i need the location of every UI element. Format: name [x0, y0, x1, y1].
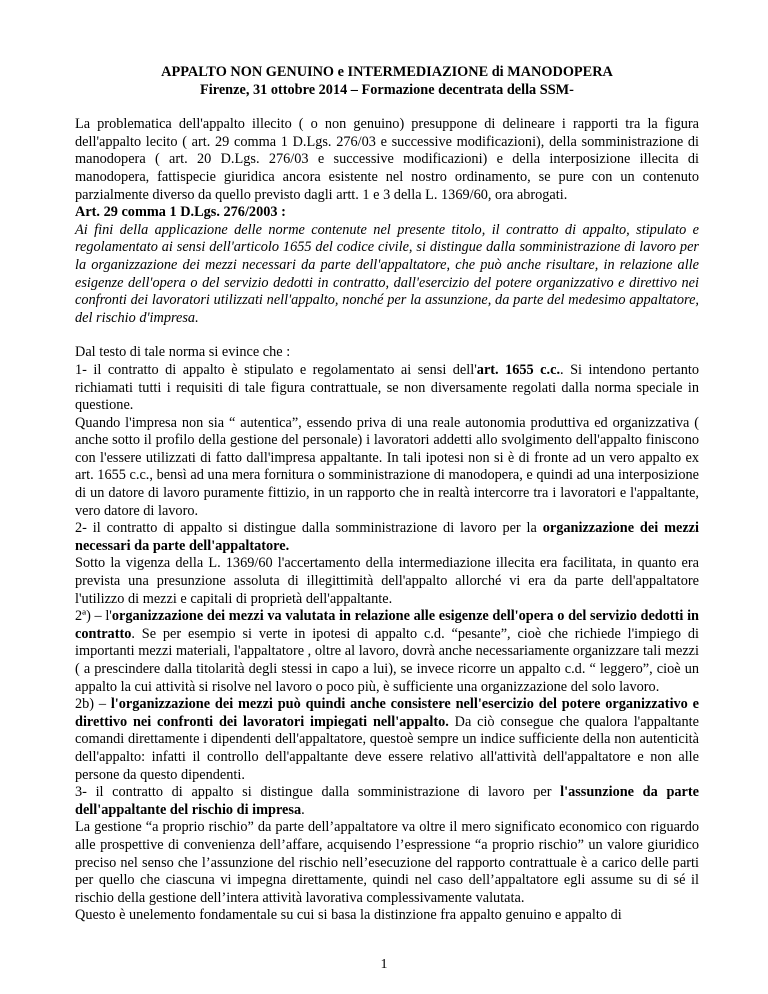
paragraph-rischio: La gestione “a proprio rischio” da parte dell’appaltatore va oltre il mero significato economico con riguardo alle prospettive di convenienza dell’affare, acquisendo l’espressione “a proprio rischio” un valore giuridico preciso nel senso che l’assunzione del rischio nell’esecuzione del rapporto contrattuale è a carico delle parti per quello che ciascuna vi impegna direttamente, quindi nel caso dell’appaltatore egli assume su di sé il rischio della gestione dell’intera attività lavorativa complessivamente valutata.	[75, 819, 699, 906]
page-number: 1	[380, 957, 388, 972]
text-run: 3- il contratto di appalto si distingue dalla somministrazione di lavoro per	[75, 784, 561, 801]
bold-run: l'organizzazione dei mezzi può quindi anche consistere nell'esercizio del potere organizzativo e direttivo nei confronti dei lavoratori impiegati nell'appalto.	[75, 696, 699, 730]
paragraph-point-3	[75, 784, 699, 819]
document-title: APPALTO NON GENUINO e INTERMEDIAZIONE di MANODOPERA	[161, 64, 613, 80]
text-run: . Si intendono pertanto richiamati tutti i requisiti di tale figura contrattuale, se non diversamente regolati dalla norma speciale in questione.	[75, 361, 699, 414]
text-run: 1- il contratto di appalto è stipulato e regolamentato ai sensi dell'	[75, 361, 477, 378]
text-run: 2- il contratto di appalto si distingue dalla somministrazione di lavoro per la	[75, 520, 543, 537]
article-heading: Art. 29 comma 1 D.Lgs. 276/2003 :	[75, 204, 286, 221]
paragraph-intro2: Dal testo di tale norma si evince che :	[75, 344, 291, 361]
paragraph-point-1	[75, 362, 699, 415]
document-page	[75, 64, 699, 925]
text-run: . Se per esempio si verte in ipotesi di appalto c.d. “pesante”, cioè che richiede l'impiego di importanti mezzi materiali, l'appaltatore , oltre al lavoro, dovrà anche necessariamente organizzare tali mezzi ( a prescindere dalla titolarità degli stessi in capo a lui), se invece ricorre un appalto c.d. “ leggero”, cioè un appalto la cui attività si risolve nel lavoro o poco più, è sufficiente una organizzazione del solo lavoro.	[75, 625, 699, 695]
text-run: 2b) –	[75, 696, 111, 713]
intro-paragraph: La problematica dell'appalto illecito ( o non genuino) presuppone di delineare i rapporti tra la figura dell'appalto lecito ( art. 29 comma 1 D.Lgs. 276/03 e successive modificazioni), della somministrazione di manodopera ( art. 20 D.Lgs. 276/03 e successive modificazioni) e della interposizione illecita di manodopera, fattispecie giuridica ancora esistente nel nostro ordinamento, se pure con un contenuto parzialmente diverso da quello previsto dagli artt. 1 e 3 della L. 1369/60, ora abrogati.	[75, 116, 699, 203]
paragraph-point-2a	[75, 608, 699, 696]
paragraph-elemento: Questo è unelemento fondamentale su cui si basa la distinzione fra appalto genuino e appalto di	[75, 907, 622, 924]
text-run: 2ª) – l'	[75, 608, 112, 625]
paragraph-legge-1369: Sotto la vigenza della L. 1369/60 l'accertamento della intermediazione illecita era facilitata, in quanto era prevista una presunzione assoluta di illegittimità dell'appalto allorché vi era da parte dell'appaltatore l'utilizzo di mezzi e capitali di proprietà dell'appaltante.	[75, 555, 699, 607]
paragraph-point-2b	[75, 696, 699, 784]
document-subtitle: Firenze, 31 ottobre 2014 – Formazione decentrata della SSM-	[200, 81, 574, 98]
text-run: .	[301, 801, 305, 818]
paragraph-point-2	[75, 520, 699, 555]
bold-run: organizzazione dei mezzi va valutata in relazione alle esigenze dell'opera o del servizio dedotti in contratto	[75, 608, 699, 642]
text-run: Da ciò consegue che qualora l'appaltante comandi direttamente i dipendenti dell'appaltatore, questoè sempre un indice sufficiente della non autenticità dell'appalto: infatti il controllo dell'appaltante deve essere relativo all'attività dell'appaltatore e non alle persone da questo dipendenti.	[75, 713, 699, 783]
bold-run: organizzazione dei mezzi necessari da parte dell'appaltatore.	[75, 520, 699, 554]
bold-run: art. 1655 c.c.	[476, 361, 561, 378]
article-quote: Ai fini della applicazione delle norme contenute nel presente titolo, il contratto di appalto, stipulato e regolamentato ai sensi dell'articolo 1655 del codice civile, si distingue dalla somministrazione di lavoro per la organizzazione dei mezzi necessari da parte dell'appaltatore, che può anche risultare, in relazione alle esigenze dell'opera o del servizio dedotti in contratto, dall'esercizio del potere organizzativo e direttivo nei confronti dei lavoratori utilizzati nell'appalto, nonché per la assunzione, da parte del medesimo appaltatore, del rischio d'impresa.	[75, 221, 699, 326]
bold-run: l'assunzione da parte dell'appaltante del rischio di impresa	[75, 784, 699, 818]
paragraph-impresa: Quando l'impresa non sia “ autentica”, essendo priva di una reale autonomia produttiva ed organizzativa ( anche sotto il profilo della gestione del personale) i lavoratori addetti allo svolgimento dell'appalto finiscono con l'essere utilizzati di fatto dall'impresa appaltante. In tali ipotesi non si è di fronte ad un vero appalto ex art. 1655 c.c., bensì ad una mera fornitura o somministrazione di manodopera, e quindi ad una interposizione di un datore di lavoro puramente fittizio, in un rapporto che in realtà intercorre tra i lavoratori e l'appaltante, vero datore di lavoro.	[75, 414, 699, 519]
